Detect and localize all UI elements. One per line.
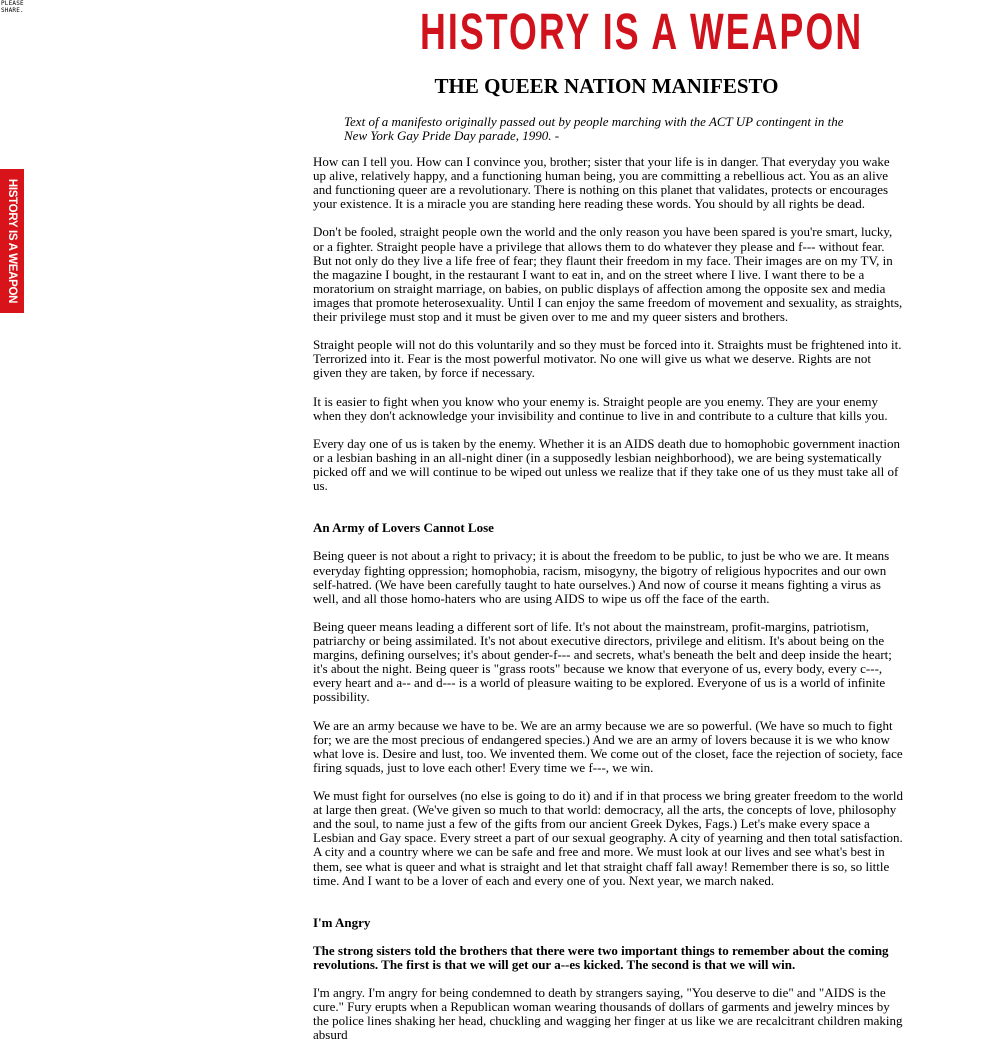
paragraph: How can I tell you. How can I convince you, brother; sister that your life is in danger. That everyday you wake up alive, relatively happy, and a functioning human being, you are committing a rebellious act. You as an alive and functioning queer are a revolutionary. There is nothing on this planet that validates, protects or encourages your existence. It is a miracle you are standing here reading these words. You should by all rights be dead. — [313, 154, 890, 212]
paragraph: I'm angry. I'm angry for being condemned to death by strangers saying, "You deserve to die" and "AIDS is the cure." Fury erupts when a Republican woman wearing thousands of dollars of garments and jewelry minces by the police lines shaking her head, chuckling and wagging her finger at us like we are recalcitrant children making absurd — [313, 985, 903, 1043]
paragraph: Being queer means leading a different sort of life. It's not about the mainstream, profit-margins, patriotism, patriarchy or being assimilated. It's not about executive directors, privilege and elitism. It's about being on the margins, defining ourselves; it's about gender-f--- and secrets, what's beneath the belt and deep inside the heart; it's about the night. Being queer is "grass roots" because we know that everyone of us, every body, every c---, every heart and a-- and d--- is a world of pleasure waiting to be explored. Everyone of us is a world of infinite possibility. — [313, 618, 892, 705]
paragraph: Straight people will not do this voluntarily and so they must be forced into it. Straights must be frightened into it. Terrorized into it. Fear is the most powerful motivator. No one will give us what we deserve. Rights are not given they are taken, by force if necessary. — [313, 337, 902, 381]
paragraph: Being queer is not about a right to privacy; it is about the freedom to be public, to just be who we are. It means everyday fighting oppression; homophobia, racism, misogyny, the bigotry of religious hypocrites and our own self-hatred. (We have been carefully taught to hate ourselves.) And now of course it means fighting a virus as well, and all those homo-haters who are using AIDS to wipe us off the face of the earth. — [313, 548, 890, 606]
paragraph: Don't be fooled, straight people own the world and the only reason you have been spared is you're smart, lucky, or a fighter. Straight people have a privilege that allows them to do whatever they please and f--- without fear. But not only do they live a life free of fear; they flaunt their freedom in my face. Their images are on my TV, in the magazine I bought, in the restaurant I want to eat in, and on the street where I live. I want there to be a moratorium on straight marriage, on babies, on public displays of affection among the opposite sex and media images that promote heterosexuality. Until I can enjoy the same freedom of movement and sexuality, as straights, their privilege must stop and it must be given over to me and my queer sisters and brothers. — [313, 224, 903, 325]
share-line-1: PLEASE — [1, 0, 24, 7]
side-tab-link[interactable] — [0, 169, 24, 313]
paragraph: We must fight for ourselves (no else is going to do it) and if in that process we bring greater freedom to the world at large then great. (We've given so much to that world: democracy, all the arts, the concepts of love, philosophy and the soul, to name just a few of the gifts from our ancient Greek Dykes, Fags.) Let's make every space a Lesbian and Gay space. Every street a part of our sexual geography. A city of yearning and then total satisfaction. A city and a country where we can be safe and free and more. We must look at our lives and see what's best in them, see what is queer and what is straight and let that straight chaff fall away! Remember there is so, so little time. And I want to be a lover of each and every one of you. Next year, we march naked. — [313, 788, 903, 888]
section-heading-army-of-lovers: An Army of Lovers Cannot Lose — [313, 520, 494, 536]
section-heading-im-angry: I'm Angry — [313, 914, 371, 930]
site-logo[interactable] — [388, 0, 896, 62]
paragraph: It is easier to fight when you know who your enemy is. Straight people are you enemy. They are your enemy when they don't acknowledge your invisibility and continue to live in and contribute to a culture that kills you. — [313, 393, 888, 423]
please-share-badge[interactable] — [1, 0, 24, 14]
bold-paragraph: The strong sisters told the brothers that there were two important things to remember about the coming revolutions. The first is that we will get our a--es kicked. The second is that we will win. — [313, 942, 889, 972]
logo-text: HISTORY IS A WEAPON — [420, 2, 864, 60]
article-body — [313, 155, 903, 1057]
page-title: THE QUEER NATION MANIFESTO — [434, 74, 779, 98]
paragraph: Every day one of us is taken by the enemy. Whether it is an AIDS death due to homophobic government inaction or a lesbian bashing in an all-night diner (in a supposedly lesbian neighborhood), we are being systematically picked off and we will continue to be wiped out unless we realize that if they take one of us they must take all of us. — [313, 435, 901, 494]
share-line-2: SHARE. — [1, 7, 24, 14]
side-tab-label: HISTORY IS A WEAPON — [6, 178, 19, 304]
intro-text: Text of a manifesto originally passed out by people marching with the ACT UP contingent in the New York Gay Pride Day parade, 1990. - — [344, 114, 844, 143]
paragraph: We are an army because we have to be. We are an army because we are so powerful. (We have so much to fight for; we are the most precious of endangered species.) And we are an army of lovers because it is we who know what love is. Desire and lust, too. We invented them. We come out of the closet, face the rejection of society, face firing squads, just to love each other! Every time we f---, we win. — [313, 717, 903, 775]
